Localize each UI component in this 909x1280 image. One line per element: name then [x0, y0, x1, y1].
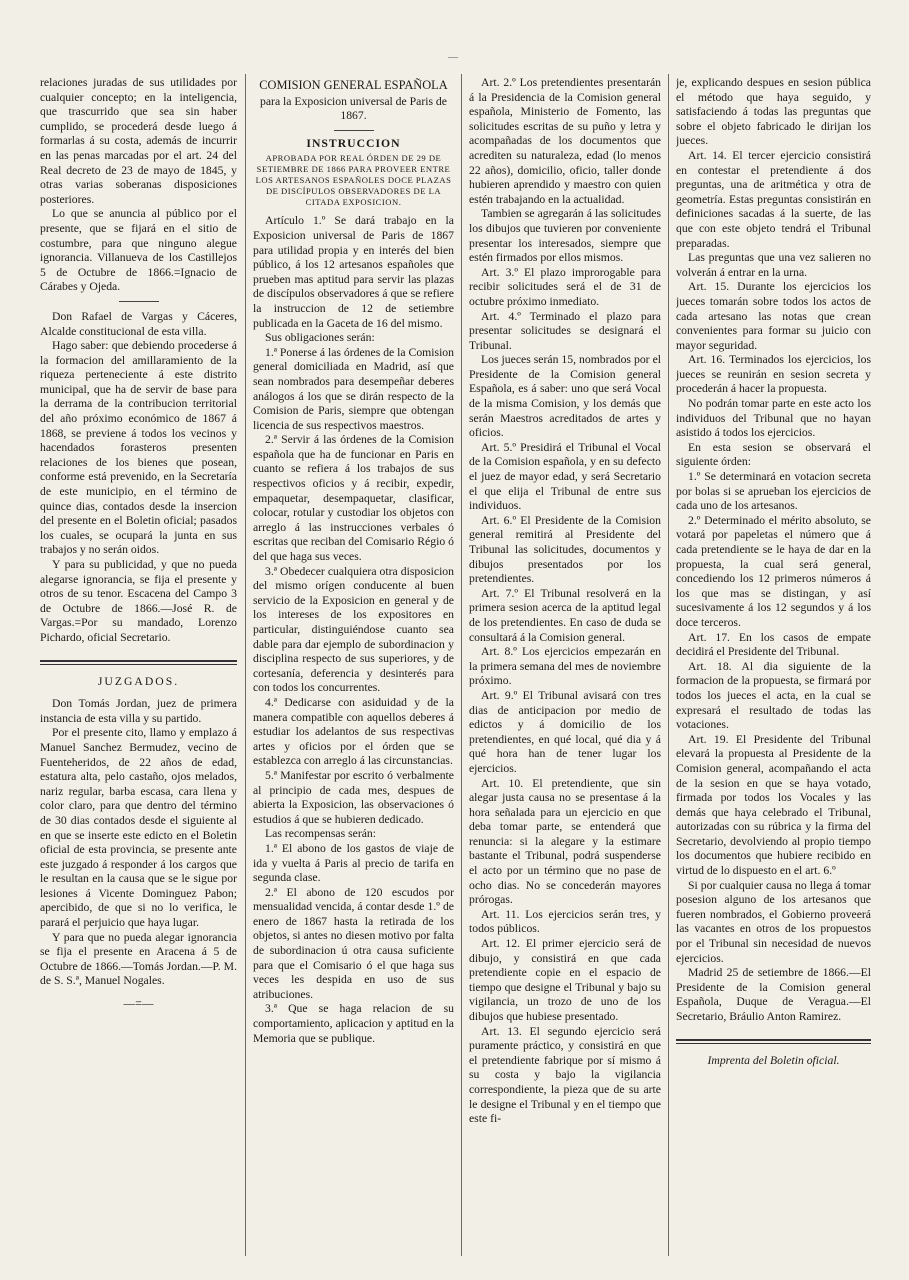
article-paragraph: Art. 2.º Los pretendientes presentarán á la Presidencia de la Comision general española, Ministerio de Fomento, las solicitudes escritas de su puño y letra y acompañadas de los documentos que acrediten su naturaleza, edad (lo menos 22 años), domicilio, oficio, taller donde hubieren aprendido y maestro con quien estén trabajando en la actualidad.: [469, 76, 661, 206]
article-paragraph: Art. 13. El segundo ejercicio será puramente práctico, y consistirá en que el pretendiente fabrique por sí mismo á su costa y bajo la vigilancia correspondiente, la pieza que de su arte le designe el Tribunal y en el tiempo que este fi-: [469, 1024, 661, 1126]
article-paragraph: En esta sesion se observará el siguiente órden:: [676, 440, 871, 469]
instruction-heading: INSTRUCCION: [306, 136, 401, 150]
section-title: JUZGADOS.: [97, 674, 180, 688]
printer-imprint: Imprenta del Boletin oficial.: [707, 1053, 840, 1067]
column-3: [469, 76, 661, 1254]
closing-rule: [676, 1039, 871, 1044]
article-paragraph: Art. 6.º El Presidente de la Comision general remitirá al Presidente del Tribunal las solicitudes, documentos y dibujos presentados por los pretendientes.: [469, 513, 661, 586]
article-paragraph: Las preguntas que una vez salieren no volverán á entrar en la urna.: [676, 251, 871, 279]
end-mark: —=—: [123, 997, 154, 1011]
column-divider: [668, 74, 669, 1256]
page-header-mark: —: [448, 52, 458, 63]
article-paragraph: Art. 19. El Presidente del Tribunal elevará la propuesta al Presidente de la Comision general, acompañando el acta de la sesion en que se haya votado, firmada por todos los Vocales y las demás que haya celebrado el Tribunal, autorizadas con su rúbrica y la firma del Secretario, devolviendo al propio tiempo los documentos que hubiere recibido en virtud de lo dispuesto en el art. 6.º: [676, 732, 871, 878]
instruction-subheading: APROBADA POR REAL ÓRDEN DE 29 DE SETIEMBRE DE 1866 PARA PROVEER ENTRE LOS ARTESANOS ESPAÑOLES DOCE PLAZAS DE DISCÍPULOS OBSERVADORES DE LA CITADA EXPOSICION.: [255, 153, 452, 208]
notice-paragraph: Por el presente cito, llamo y emplazo á Manuel Sanchez Bermudez, vecino de Fuenteheridos, de 22 años de edad, estatura alta, pelo castaño, ojos melados, nariz regular, barba escasa, cara llena y color claro, para que dentro del término de 30 dias contados desde el siguiente al en que se inserte este edicto en el Boletin oficial de esta provincia, se presente ante este juzgado á responder á los cargos que le resultan en la causa que se le sigue por lesiones á Vicente Dominguez Pabon; apercibido, de que si no lo verifica, le parará el perjuicio que haya lugar.: [40, 726, 237, 930]
article-paragraph: Art. 3.º El plazo improrogable para recibir solicitudes será el de 31 de octubre próximo inmediato.: [469, 265, 661, 308]
column-2: [253, 76, 454, 1254]
separator: [119, 301, 159, 302]
signature-paragraph: Madrid 25 de setiembre de 1866.—El Presidente de la Comision general Española, Duque de Veragua.—El Secretario, Bráulio Anton Ramirez.: [676, 966, 871, 1023]
article-paragraph: Art. 18. Al dia siguiente de la formacion de la propuesta, se firmará por todos los jueces el acta, en la cual se expresará el resultado de todas las votaciones.: [676, 659, 871, 732]
article-paragraph: Art. 17. En los casos de empate decidirá el Presidente del Tribunal.: [676, 630, 871, 659]
article-paragraph: Art. 14. El tercer ejercicio consistirá en contestar el pretendiente á dos preguntas, una de aritmética y otra de geometría. Estas preguntas consistirán en definiciones sacadas á la suerte, de las que con este objeto tendrá el Tribunal preparadas.: [676, 148, 871, 250]
article-paragraph: 5.ª Manifestar por escrito ó verbalmente al principio de cada mes, despues de abierta la Exposicion, las observaciones ó estudios á que se hubieren dedicado.: [253, 768, 454, 826]
article-paragraph: 2.ª El abono de 120 escudos por mensualidad vencida, á contar desde 1.º de enero de 1867 hasta la retirada de los objetos, si antes no diesen motivo por falta de subordinacion ú otra causa suficiente para que el Comisario ó el que haga sus veces les despida en uso de sus atribuciones.: [253, 885, 454, 1001]
article-paragraph: Art. 9.º El Tribunal avisará con tres dias de anticipacion por medio de edictos y á domicilio de los pretendientes, en qué local, qué dia y á qué hora han de tener lugar los ejercicios.: [469, 688, 661, 775]
article-paragraph: je, explicando despues en sesion pública el método que haya seguido, y satisfaciendo á todas las preguntas que sobre el objeto fabricado le dirijan los jueces.: [676, 76, 871, 148]
article-subtitle: para la Exposicion universal de Paris de 1867.: [260, 94, 447, 123]
notice-paragraph: Y para su publicidad, y que no pueda alegarse ignorancia, se fija el presente y otros de su tenor. Escacena del Campo 3 de Octubre de 1866.—José R. de Vargas.=Por su mandado, Lorenzo Pichardo, oficial Secretario.: [40, 558, 237, 644]
article-paragraph: 1.ª El abono de los gastos de viaje de ida y vuelta á Paris al precio de tarifa en segunda clase.: [253, 841, 454, 885]
article-paragraph: 1.ª Ponerse á las órdenes de la Comision general domiciliada en Madrid, así que sean nombrados para desempeñar deberes análogos á los que se dirán respecto de la Comision de Paris, siempre que obtengan licencia de sus respectivos maestros.: [253, 345, 454, 432]
column-divider: [461, 74, 462, 1256]
separator: [334, 130, 374, 131]
article-paragraph: Sus obligaciones serán:: [265, 331, 375, 345]
article-paragraph: 3.ª Que se haga relacion de su comportamiento, aplicacion y aptitud en la Memoria que se publique.: [253, 1002, 454, 1045]
article-paragraph: 1.º Se determinará en votacion secreta por bolas si se aprueban los ejercicios de cada uno de los artesanos.: [676, 470, 871, 513]
article-paragraph: Art. 12. El primer ejercicio será de dibujo, y consistirá en que cada pretendiente copie en el espacio de tiempo que designe el Tribunal y bajo su vigilancia, un trozo de uno de los dibujos que hubiese presentado.: [469, 937, 661, 1023]
notice-paragraph: Y para que no pueda alegar ignorancia se fija el presente en Aracena á 5 de Octubre de 1866.—Tomás Jordan.—P. M. de S. S.ª, Manuel Nogales.: [40, 930, 237, 988]
article-paragraph: Art. 10. El pretendiente, que sin alegar justa causa no se presentase á la hora señalada para un ejercicio en que deba tomar parte, se entenderá que renuncia: si la alegare y la estimare bastante el Tribunal, podrá suspenderse el acto por un término que no pase de ocho dias. No se concederán mayores prórogas.: [469, 776, 661, 907]
article-paragraph: Art. 16. Terminados los ejercicios, los jueces se reunirán en sesion secreta y procederán á hacer la propuesta.: [676, 353, 871, 396]
article-paragraph: Art. 15. Durante los ejercicios los jueces tomarán sobre todos los actos de cada artesano las notas que crean convenientes para formar su juicio con mayor seguridad.: [676, 280, 871, 352]
article-title: COMISION GENERAL ESPAÑOLA: [259, 78, 448, 92]
article-paragraph: Art. 11. Los ejercicios serán tres, y todos públicos.: [469, 907, 661, 936]
article-paragraph: Art. 7.º El Tribunal resolverá en la primera sesion acerca de la aptitud legal de los pretendientes. En caso de duda se consultará á la Comision general.: [469, 586, 661, 644]
section-rule: [40, 660, 237, 665]
notice-heading: Don Rafael de Vargas y Cáceres, Alcalde constitucional de esta villa.: [40, 309, 237, 338]
article-paragraph: No podrán tomar parte en este acto los individuos del Tribunal que no hayan asistido á todos los ejercicios.: [676, 397, 871, 440]
article-paragraph: Tambien se agregarán á las solicitudes los dibujos que tuvieren por conveniente presentar los interesados, siempre que estén firmados por ellos mismos.: [469, 207, 661, 265]
article-paragraph: Las recompensas serán:: [265, 827, 376, 841]
article-paragraph: Artículo 1.º Se dará trabajo en la Exposicion universal de Paris de 1867 para utilidad propia y en interés del bien público, á los 12 artesanos españoles que prueben mas aptitud para servir las plazas de discípulos observadores á que se refiere la instruccion de 12 de setiembre publicada en la Gaceta de 16 del mismo.: [253, 214, 454, 330]
article-paragraph: 2.ª Servir á las órdenes de la Comision española que ha de funcionar en Paris en cuanto se refiera á los trabajos de sus respectivos oficios y á recibir, expedir, empaquetar, desempaquetar, clasificar, colocar, rotular y custodiar los objetos con arreglo á las instrucciones verbales ó escritas que reciban del Comisario Régio ó del que haga sus veces.: [253, 433, 454, 564]
notice-paragraph: Lo que se anuncia al público por el presente, que se fijará en el sitio de costumbre, para que ninguno alegue ignorancia. Villanueva de los Castillejos 5 de Octubre de 1866.=Ignacio de Cárabes y Ojeda.: [40, 207, 237, 294]
notice-paragraph: relaciones juradas de sus utilidades por cualquier concepto; en la inteligencia, que trascurrido que sea sin haber cumplido, se procederá desde luego á formarlas á su costa, además de incurrir en las penas marcadas por el art. 24 del Real decreto de 23 de mayo de 1845, y otras varias soberanas disposiciones posteriores.: [40, 76, 237, 206]
notice-paragraph: Hago saber: que debiendo procederse á la formacion del amillaramiento de la riqueza perteneciente á este distrito municipal, que ha de servir de base para la derrama de la contribucion territorial del año próximo económico de 1867 á 1868, se previene á todos los vecinos y hacendados forasteros presenten relaciones de los bienes que posean, conforme está prevenido, en la Secretaría de este municipio, en el término de quince dias, contados desde la insercion del presente en el Boletin oficial; pasados los cuales, se ocupará la junta en sus trabajos y no serán oidos.: [40, 339, 237, 557]
article-paragraph: 3.ª Obedecer cualquiera otra disposicion del mismo orígen conducente al buen servicio de la Exposicion en general y de los intereses de los expositores en particular, distinguiéndose cuanto sea dable para dar ejemplo de subordinacion y disciplina respecto de sus superiores, y de cortesanía, deferencia y desinterés para con todos los concurrentes.: [253, 564, 454, 695]
article-paragraph: Art. 8.º Los ejercicios empezarán en la primera semana del mes de noviembre próximo.: [469, 645, 661, 688]
article-paragraph: 2.º Determinado el mérito absoluto, se votará por papeletas el número que á cada pretendiente se le haya de dar en la propuesta, la cual será general, concediendo los 12 primeros números á los que mas se distingan, y así sucesivamente á los 12 segundos y á los doce terceros.: [676, 513, 871, 629]
column-4: [676, 76, 871, 1254]
column-divider: [245, 74, 246, 1256]
article-paragraph: Si por cualquier causa no llega á tomar posesion alguno de los artesanos que fueren nombrados, el Gobierno proveerá las vacantes en otros de los propuestos por el Tribunal sin necesidad de nuevos ejercicios.: [676, 878, 871, 965]
column-1: [40, 76, 237, 1254]
article-paragraph: Los jueces serán 15, nombrados por el Presidente de la Comision general Española, es á saber: uno que será Vocal de la misma Comision, y los demás que serán Maestros acreditados de artes y oficios.: [469, 353, 661, 440]
notice-heading: Don Tomás Jordan, juez de primera instancia de esta villa y su partido.: [40, 697, 237, 725]
article-paragraph: Art. 4.º Terminado el plazo para presentar solicitudes se designará el Tribunal.: [469, 309, 661, 352]
article-paragraph: 4.ª Dedicarse con asiduidad y de la manera compatible con aquellos deberes á estudiar los adelantos de sus respectivas artes y oficios por el órden que se establezca con arreglo á las circunstancias.: [253, 695, 454, 768]
article-paragraph: Art. 5.º Presidirá el Tribunal el Vocal de la Comision española, y en su defecto el juez de mayor edad, y será Secretario el que elija el Tribunal de entre sus individuos.: [469, 440, 661, 513]
